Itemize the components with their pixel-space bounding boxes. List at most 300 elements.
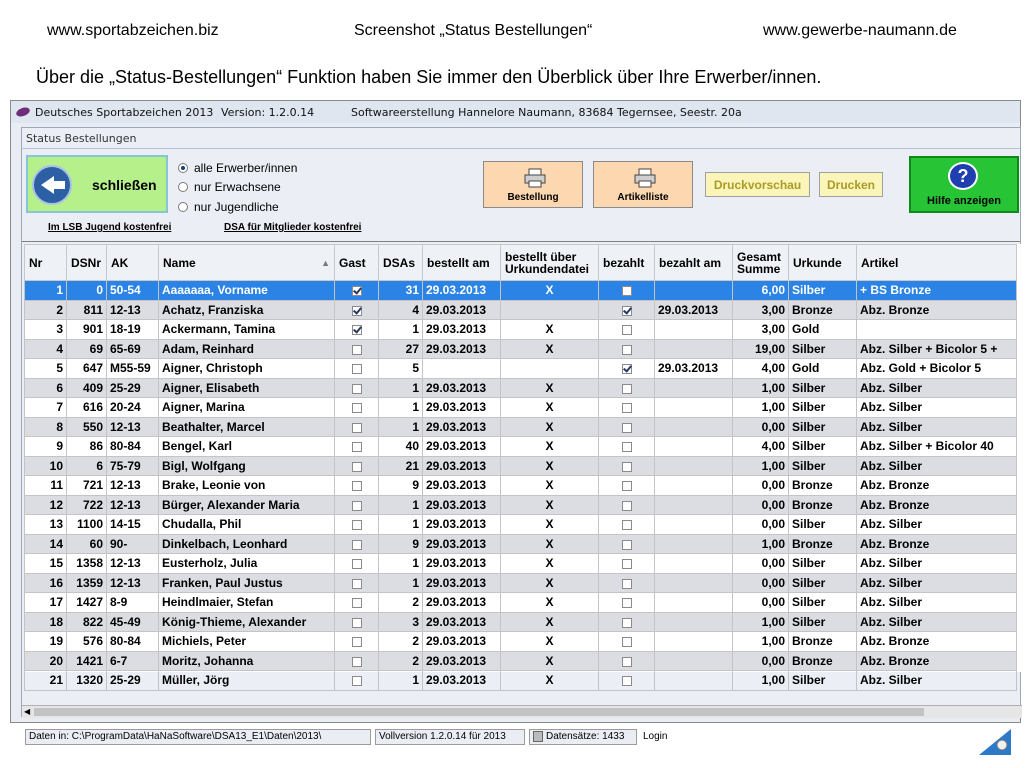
cell-dsnr[interactable]: 811 (67, 300, 107, 320)
cell-paid-at[interactable]: 29.03.2013 (655, 300, 733, 320)
checkbox[interactable] (352, 598, 362, 608)
cell-total[interactable]: 6,00 (733, 281, 789, 301)
cell-total[interactable]: 1,00 (733, 671, 789, 691)
cell-name[interactable]: Beathalter, Marcel (159, 417, 335, 437)
scroll-left-icon[interactable]: ◀ (24, 707, 31, 716)
col-header-nr[interactable]: Nr (25, 245, 67, 281)
cell-name[interactable]: Achatz, Franziska (159, 300, 335, 320)
cell-ordered-at[interactable]: 29.03.2013 (423, 671, 501, 691)
table-row[interactable] (25, 534, 1017, 554)
cell-article[interactable]: Abz. Silber (857, 573, 1017, 593)
cell-dsas[interactable]: 1 (379, 398, 423, 418)
cell-certificate[interactable]: Silber (789, 573, 857, 593)
cell-ordered-via[interactable]: X (501, 534, 599, 554)
cell-ordered-at[interactable]: 29.03.2013 (423, 573, 501, 593)
cell-dsas[interactable]: 1 (379, 378, 423, 398)
cell-dsas[interactable]: 3 (379, 612, 423, 632)
cell-article[interactable]: Abz. Silber (857, 398, 1017, 418)
cell-ordered-via[interactable]: X (501, 437, 599, 457)
cell-ordered-at[interactable]: 29.03.2013 (423, 515, 501, 535)
cell-paid[interactable] (599, 495, 655, 515)
cell-gast[interactable] (335, 671, 379, 691)
cell-certificate[interactable]: Silber (789, 554, 857, 574)
cell-dsas[interactable]: 1 (379, 320, 423, 340)
cell-article[interactable]: Abz. Silber (857, 671, 1017, 691)
cell-ordered-via[interactable]: X (501, 612, 599, 632)
cell-total[interactable]: 0,00 (733, 573, 789, 593)
cell-ordered-at[interactable]: 29.03.2013 (423, 534, 501, 554)
col-header-dsas[interactable]: DSAs (379, 245, 423, 281)
cell-ordered-via[interactable] (501, 359, 599, 379)
cell-ordered-at[interactable]: 29.03.2013 (423, 300, 501, 320)
cell-ak[interactable]: M55-59 (107, 359, 159, 379)
cell-paid-at[interactable] (655, 534, 733, 554)
table-row[interactable] (25, 456, 1017, 476)
cell-dsas[interactable]: 1 (379, 417, 423, 437)
table-row[interactable] (25, 573, 1017, 593)
cell-paid-at[interactable] (655, 573, 733, 593)
cell-certificate[interactable]: Bronze (789, 651, 857, 671)
cell-dsnr[interactable]: 1421 (67, 651, 107, 671)
checkbox[interactable] (352, 481, 362, 491)
cell-article[interactable]: + BS Bronze (857, 281, 1017, 301)
cell-dsnr[interactable]: 822 (67, 612, 107, 632)
article-list-button[interactable] (593, 161, 693, 208)
table-row[interactable] (25, 437, 1017, 457)
cell-article[interactable]: Abz. Bronze (857, 495, 1017, 515)
cell-paid[interactable] (599, 671, 655, 691)
horizontal-scrollbar[interactable] (22, 705, 1022, 718)
cell-article[interactable]: Abz. Silber (857, 456, 1017, 476)
cell-paid-at[interactable] (655, 339, 733, 359)
cell-ak[interactable]: 50-54 (107, 281, 159, 301)
checkbox[interactable] (622, 501, 632, 511)
cell-article[interactable]: Abz. Silber + Bicolor 5 + (857, 339, 1017, 359)
cell-ak[interactable]: 45-49 (107, 612, 159, 632)
cell-ak[interactable]: 80-84 (107, 632, 159, 652)
checkbox[interactable] (622, 384, 632, 394)
col-header-dsnr[interactable]: DSNr (67, 245, 107, 281)
cell-dsas[interactable]: 40 (379, 437, 423, 457)
cell-ordered-via[interactable]: X (501, 378, 599, 398)
cell-dsas[interactable]: 21 (379, 456, 423, 476)
cell-dsas[interactable]: 27 (379, 339, 423, 359)
cell-dsnr[interactable]: 69 (67, 339, 107, 359)
cell-total[interactable]: 1,00 (733, 398, 789, 418)
cell-name[interactable]: Brake, Leonie von (159, 476, 335, 496)
col-header-gast[interactable]: Gast (335, 245, 379, 281)
cell-ordered-at[interactable]: 29.03.2013 (423, 593, 501, 613)
cell-gast[interactable] (335, 378, 379, 398)
cell-dsnr[interactable]: 1359 (67, 573, 107, 593)
cell-ordered-at[interactable]: 29.03.2013 (423, 554, 501, 574)
checkbox[interactable] (352, 559, 362, 569)
cell-paid-at[interactable]: 29.03.2013 (655, 359, 733, 379)
cell-nr[interactable]: 18 (25, 612, 67, 632)
cell-total[interactable]: 0,00 (733, 593, 789, 613)
checkbox[interactable] (622, 520, 632, 530)
cell-name[interactable]: Aigner, Elisabeth (159, 378, 335, 398)
cell-article[interactable]: Abz. Silber (857, 612, 1017, 632)
cell-dsas[interactable]: 1 (379, 671, 423, 691)
cell-nr[interactable]: 21 (25, 671, 67, 691)
cell-name[interactable]: Bürger, Alexander Maria (159, 495, 335, 515)
cell-ak[interactable]: 14-15 (107, 515, 159, 535)
cell-nr[interactable]: 10 (25, 456, 67, 476)
cell-paid[interactable] (599, 612, 655, 632)
cell-paid[interactable] (599, 573, 655, 593)
table-row[interactable] (25, 515, 1017, 535)
cell-ordered-via[interactable]: X (501, 398, 599, 418)
cell-nr[interactable]: 1 (25, 281, 67, 301)
cell-nr[interactable]: 8 (25, 417, 67, 437)
cell-ordered-via[interactable]: X (501, 495, 599, 515)
cell-dsnr[interactable]: 901 (67, 320, 107, 340)
cell-total[interactable]: 19,00 (733, 339, 789, 359)
cell-ak[interactable]: 12-13 (107, 476, 159, 496)
cell-ordered-at[interactable]: 29.03.2013 (423, 632, 501, 652)
table-row[interactable] (25, 281, 1017, 301)
cell-name[interactable]: Aigner, Marina (159, 398, 335, 418)
cell-paid[interactable] (599, 339, 655, 359)
cell-gast[interactable] (335, 554, 379, 574)
cell-name[interactable]: Chudalla, Phil (159, 515, 335, 535)
cell-certificate[interactable]: Bronze (789, 632, 857, 652)
cell-ordered-via[interactable]: X (501, 554, 599, 574)
cell-paid[interactable] (599, 281, 655, 301)
cell-nr[interactable]: 7 (25, 398, 67, 418)
checkbox[interactable] (352, 462, 362, 472)
cell-total[interactable]: 3,00 (733, 320, 789, 340)
checkbox[interactable] (352, 286, 362, 296)
close-button[interactable] (26, 155, 168, 213)
cell-ak[interactable]: 12-13 (107, 495, 159, 515)
cell-name[interactable]: Dinkelbach, Leonhard (159, 534, 335, 554)
checkbox[interactable] (622, 657, 632, 667)
cell-ordered-at[interactable]: 29.03.2013 (423, 437, 501, 457)
cell-article[interactable]: Abz. Bronze (857, 300, 1017, 320)
cell-dsnr[interactable]: 550 (67, 417, 107, 437)
checkbox[interactable] (622, 403, 632, 413)
cell-paid[interactable] (599, 300, 655, 320)
table-row[interactable] (25, 632, 1017, 652)
cell-certificate[interactable]: Gold (789, 320, 857, 340)
cell-gast[interactable] (335, 515, 379, 535)
print-button[interactable]: Drucken (819, 172, 883, 197)
cell-ak[interactable]: 75-79 (107, 456, 159, 476)
cell-total[interactable]: 1,00 (733, 534, 789, 554)
cell-nr[interactable]: 12 (25, 495, 67, 515)
cell-article[interactable]: Abz. Silber (857, 378, 1017, 398)
checkbox[interactable] (352, 345, 362, 355)
cell-ordered-at[interactable]: 29.03.2013 (423, 320, 501, 340)
cell-article[interactable]: Abz. Silber + Bicolor 40 (857, 437, 1017, 457)
cell-dsnr[interactable]: 576 (67, 632, 107, 652)
table-row[interactable] (25, 300, 1017, 320)
cell-paid[interactable] (599, 554, 655, 574)
table-row[interactable] (25, 651, 1017, 671)
cell-nr[interactable]: 9 (25, 437, 67, 457)
cell-ordered-at[interactable]: 29.03.2013 (423, 651, 501, 671)
col-header-total[interactable]: Gesamt Summe (733, 245, 789, 281)
cell-paid[interactable] (599, 515, 655, 535)
cell-paid[interactable] (599, 320, 655, 340)
cell-article[interactable]: Abz. Bronze (857, 651, 1017, 671)
col-header-article[interactable]: Artikel (857, 245, 1017, 281)
checkbox[interactable] (352, 442, 362, 452)
table-row[interactable] (25, 554, 1017, 574)
cell-paid-at[interactable] (655, 515, 733, 535)
cell-nr[interactable]: 3 (25, 320, 67, 340)
cell-ordered-via[interactable]: X (501, 417, 599, 437)
cell-name[interactable]: Aigner, Christoph (159, 359, 335, 379)
cell-nr[interactable]: 15 (25, 554, 67, 574)
cell-paid[interactable] (599, 437, 655, 457)
cell-gast[interactable] (335, 573, 379, 593)
cell-total[interactable]: 1,00 (733, 612, 789, 632)
cell-paid-at[interactable] (655, 437, 733, 457)
cell-dsnr[interactable]: 721 (67, 476, 107, 496)
cell-ordered-via[interactable]: X (501, 651, 599, 671)
cell-gast[interactable] (335, 534, 379, 554)
cell-nr[interactable]: 4 (25, 339, 67, 359)
cell-paid[interactable] (599, 651, 655, 671)
cell-ordered-via[interactable]: X (501, 632, 599, 652)
cell-name[interactable]: Bigl, Wolfgang (159, 456, 335, 476)
cell-ak[interactable]: 18-19 (107, 320, 159, 340)
table-row[interactable] (25, 378, 1017, 398)
cell-gast[interactable] (335, 320, 379, 340)
cell-ordered-via[interactable]: X (501, 456, 599, 476)
checkbox[interactable] (622, 676, 632, 686)
cell-total[interactable]: 0,00 (733, 651, 789, 671)
cell-paid[interactable] (599, 378, 655, 398)
cell-nr[interactable]: 14 (25, 534, 67, 554)
cell-gast[interactable] (335, 651, 379, 671)
cell-ak[interactable]: 12-13 (107, 573, 159, 593)
radio-all[interactable] (178, 158, 297, 178)
checkbox[interactable] (352, 423, 362, 433)
cell-ordered-via[interactable]: X (501, 281, 599, 301)
cell-ordered-via[interactable]: X (501, 593, 599, 613)
cell-nr[interactable]: 20 (25, 651, 67, 671)
cell-total[interactable]: 0,00 (733, 515, 789, 535)
checkbox[interactable] (622, 286, 632, 296)
cell-certificate[interactable]: Silber (789, 398, 857, 418)
radio-adults[interactable] (178, 178, 297, 198)
cell-paid[interactable] (599, 417, 655, 437)
cell-dsas[interactable]: 1 (379, 554, 423, 574)
cell-ak[interactable]: 25-29 (107, 378, 159, 398)
cell-article[interactable]: Abz. Silber (857, 515, 1017, 535)
table-row[interactable] (25, 339, 1017, 359)
cell-total[interactable]: 0,00 (733, 554, 789, 574)
cell-paid[interactable] (599, 632, 655, 652)
cell-paid-at[interactable] (655, 632, 733, 652)
status-login[interactable]: Login (643, 731, 668, 742)
cell-ak[interactable]: 80-84 (107, 437, 159, 457)
cell-name[interactable]: Michiels, Peter (159, 632, 335, 652)
cell-dsnr[interactable]: 616 (67, 398, 107, 418)
cell-dsas[interactable]: 9 (379, 476, 423, 496)
cell-article[interactable]: Abz. Bronze (857, 632, 1017, 652)
cell-certificate[interactable]: Silber (789, 437, 857, 457)
cell-ak[interactable]: 20-24 (107, 398, 159, 418)
radio-youth[interactable] (178, 197, 297, 217)
cell-paid-at[interactable] (655, 671, 733, 691)
cell-paid[interactable] (599, 476, 655, 496)
col-header-name[interactable] (159, 245, 335, 281)
cell-certificate[interactable]: Bronze (789, 495, 857, 515)
cell-name[interactable]: Müller, Jörg (159, 671, 335, 691)
table-row[interactable] (25, 612, 1017, 632)
order-button[interactable] (483, 161, 583, 208)
checkbox[interactable] (622, 364, 632, 374)
cell-total[interactable]: 1,00 (733, 456, 789, 476)
cell-gast[interactable] (335, 456, 379, 476)
scrollbar-thumb[interactable] (34, 708, 924, 716)
cell-name[interactable]: Franken, Paul Justus (159, 573, 335, 593)
cell-name[interactable]: Bengel, Karl (159, 437, 335, 457)
cell-total[interactable]: 0,00 (733, 495, 789, 515)
cell-ordered-via[interactable]: X (501, 671, 599, 691)
col-header-ak[interactable]: AK (107, 245, 159, 281)
cell-ak[interactable]: 8-9 (107, 593, 159, 613)
checkbox[interactable] (352, 540, 362, 550)
cell-name[interactable]: Heindlmaier, Stefan (159, 593, 335, 613)
checkbox[interactable] (622, 325, 632, 335)
link-dsa-members[interactable]: DSA für Mitglieder kostenfrei (224, 222, 362, 233)
cell-nr[interactable]: 19 (25, 632, 67, 652)
cell-name[interactable]: Moritz, Johanna (159, 651, 335, 671)
cell-paid-at[interactable] (655, 320, 733, 340)
cell-paid[interactable] (599, 359, 655, 379)
radio-dot[interactable] (178, 163, 188, 173)
cell-name[interactable]: König-Thieme, Alexander (159, 612, 335, 632)
radio-dot[interactable] (178, 202, 188, 212)
cell-ordered-at[interactable] (423, 359, 501, 379)
cell-gast[interactable] (335, 300, 379, 320)
cell-article[interactable] (857, 320, 1017, 340)
cell-paid-at[interactable] (655, 417, 733, 437)
cell-total[interactable]: 0,00 (733, 476, 789, 496)
cell-ordered-at[interactable]: 29.03.2013 (423, 612, 501, 632)
checkbox[interactable] (622, 442, 632, 452)
cell-ordered-at[interactable]: 29.03.2013 (423, 281, 501, 301)
checkbox[interactable] (622, 598, 632, 608)
cell-dsnr[interactable]: 1427 (67, 593, 107, 613)
table-row[interactable] (25, 320, 1017, 340)
cell-ak[interactable]: 6-7 (107, 651, 159, 671)
cell-certificate[interactable]: Silber (789, 593, 857, 613)
cell-ordered-via[interactable]: X (501, 339, 599, 359)
link-lsb-youth[interactable]: Im LSB Jugend kostenfrei (48, 222, 172, 233)
cell-paid-at[interactable] (655, 651, 733, 671)
cell-ordered-at[interactable]: 29.03.2013 (423, 476, 501, 496)
cell-name[interactable]: Aaaaaaa, Vorname (159, 281, 335, 301)
col-header-ordered-via[interactable]: bestellt über Urkundendatei (501, 245, 599, 281)
cell-ordered-at[interactable]: 29.03.2013 (423, 456, 501, 476)
cell-gast[interactable] (335, 398, 379, 418)
table-row[interactable] (25, 359, 1017, 379)
cell-article[interactable]: Abz. Silber (857, 554, 1017, 574)
cell-dsnr[interactable]: 1100 (67, 515, 107, 535)
table-row[interactable] (25, 476, 1017, 496)
checkbox[interactable] (622, 481, 632, 491)
cell-ordered-at[interactable]: 29.03.2013 (423, 398, 501, 418)
cell-total[interactable]: 4,00 (733, 437, 789, 457)
cell-dsnr[interactable]: 60 (67, 534, 107, 554)
cell-paid-at[interactable] (655, 378, 733, 398)
cell-dsnr[interactable]: 1358 (67, 554, 107, 574)
cell-paid[interactable] (599, 398, 655, 418)
cell-total[interactable]: 1,00 (733, 378, 789, 398)
cell-certificate[interactable]: Silber (789, 456, 857, 476)
col-header-paid[interactable]: bezahlt (599, 245, 655, 281)
cell-certificate[interactable]: Silber (789, 281, 857, 301)
cell-dsnr[interactable]: 6 (67, 456, 107, 476)
cell-nr[interactable]: 5 (25, 359, 67, 379)
cell-dsas[interactable]: 9 (379, 534, 423, 554)
cell-paid-at[interactable] (655, 456, 733, 476)
table-row[interactable] (25, 417, 1017, 437)
cell-ordered-at[interactable]: 29.03.2013 (423, 417, 501, 437)
cell-ak[interactable]: 25-29 (107, 671, 159, 691)
cell-ordered-via[interactable] (501, 300, 599, 320)
cell-gast[interactable] (335, 281, 379, 301)
checkbox[interactable] (352, 520, 362, 530)
cell-certificate[interactable]: Silber (789, 515, 857, 535)
cell-gast[interactable] (335, 476, 379, 496)
cell-total[interactable]: 1,00 (733, 632, 789, 652)
cell-paid[interactable] (599, 593, 655, 613)
checkbox[interactable] (622, 637, 632, 647)
cell-nr[interactable]: 2 (25, 300, 67, 320)
checkbox[interactable] (352, 501, 362, 511)
cell-total[interactable]: 4,00 (733, 359, 789, 379)
cell-dsas[interactable]: 4 (379, 300, 423, 320)
checkbox[interactable] (352, 325, 362, 335)
cell-ordered-at[interactable]: 29.03.2013 (423, 339, 501, 359)
cell-ak[interactable]: 90- (107, 534, 159, 554)
cell-gast[interactable] (335, 495, 379, 515)
checkbox[interactable] (352, 306, 362, 316)
checkbox[interactable] (622, 345, 632, 355)
table-row[interactable] (25, 495, 1017, 515)
cell-certificate[interactable]: Silber (789, 378, 857, 398)
checkbox[interactable] (352, 657, 362, 667)
cell-dsas[interactable]: 1 (379, 573, 423, 593)
cell-total[interactable]: 3,00 (733, 300, 789, 320)
cell-gast[interactable] (335, 339, 379, 359)
table-row[interactable] (25, 671, 1017, 691)
cell-dsas[interactable]: 5 (379, 359, 423, 379)
cell-ordered-via[interactable]: X (501, 573, 599, 593)
cell-dsas[interactable]: 1 (379, 495, 423, 515)
cell-ak[interactable]: 12-13 (107, 554, 159, 574)
cell-ak[interactable]: 65-69 (107, 339, 159, 359)
checkbox[interactable] (622, 423, 632, 433)
cell-certificate[interactable]: Bronze (789, 476, 857, 496)
cell-gast[interactable] (335, 593, 379, 613)
cell-dsnr[interactable]: 409 (67, 378, 107, 398)
checkbox[interactable] (352, 403, 362, 413)
col-header-certificate[interactable]: Urkunde (789, 245, 857, 281)
cell-name[interactable]: Adam, Reinhard (159, 339, 335, 359)
cell-gast[interactable] (335, 632, 379, 652)
checkbox[interactable] (352, 618, 362, 628)
cell-nr[interactable]: 6 (25, 378, 67, 398)
